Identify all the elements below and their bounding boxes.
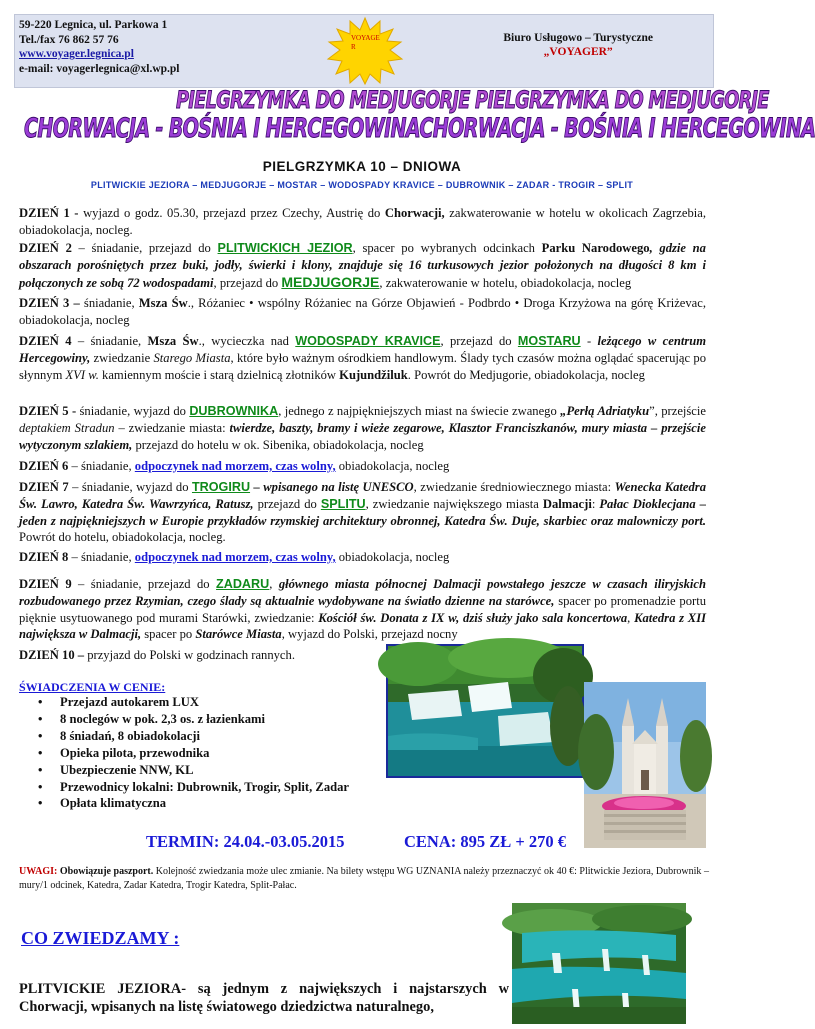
day-text: Parku Narodowego [541, 241, 650, 255]
free-time-link[interactable]: odpoczynek nad morzem, czas wolny, [134, 459, 336, 473]
day-1 [19, 205, 706, 239]
day-label: DZIEŃ 4 [19, 334, 72, 348]
notes-passport: Obowiązuje paszport. [57, 866, 154, 877]
day-3 [19, 295, 706, 329]
lakes-photo [512, 903, 686, 1024]
service-text: 8 noclegów w pok. 2,3 os. z łazienkami [60, 711, 265, 726]
service-text: 8 śniadań, 8 obiadokolacji [60, 728, 200, 743]
trip-subtitle: PIELGRZYMKA 10 – DNIOWA [262, 159, 462, 174]
service-text: Ubezpieczenie NNW, KL [60, 762, 194, 777]
day-text: - [580, 334, 598, 348]
day-text: Wenecka Katedra Św. Lawro, Katedra Św. Wawrzyńca, Ratusz, [19, 480, 706, 511]
day-2 [19, 240, 706, 291]
day-text: – śniadanie, [71, 334, 148, 348]
day-text: Pałac Dioklecjana – jeden z najpiękniejszych w Europie przykładów rzymskiej architektury obronnej, Katedra Św. Duje, skarbiec oraz malowniczy port. [19, 496, 707, 528]
trip-price: CENA: 895 ZŁ + 270 € [404, 832, 567, 851]
day-label: DZIEŃ 10 – [19, 648, 85, 662]
day-text: przyjazd do Polski w godzinach rannych. [84, 648, 295, 662]
day-label: DZIEŃ 8 [19, 550, 69, 564]
day-text: – śniadanie, przejazd do [71, 577, 217, 591]
banner-line-1: PIELGRZYMKA DO MEDJUGORJE PIELGRZYMKA DO MEDJUGORJE [176, 86, 769, 114]
free-time-link[interactable]: odpoczynek nad morzem, czas wolny, [134, 550, 336, 564]
list-item [38, 795, 349, 812]
bullet-icon: • [38, 745, 43, 760]
notes-label: UWAGI: [19, 866, 58, 877]
plitvice-link[interactable]: PLITWICKICH JEZIOR [217, 241, 353, 255]
day-text: , [627, 610, 635, 625]
list-item [38, 711, 349, 728]
day-text: – śniadanie, przejazd do [71, 241, 218, 255]
day-text: ., wycieczka nad [198, 334, 296, 348]
day-label: DZIEŃ 5 - [19, 404, 77, 418]
day-text: Kościół św. Donata z IX w, dziś służy jako sala koncertowa [318, 610, 628, 625]
logo-text: VOYAGE R [351, 34, 380, 51]
day-text: Msza Św [147, 334, 199, 348]
day-text: zakwaterowanie w hotelu w okolicach Zagrzebia, obiadokolacja, nocleg. [19, 206, 706, 237]
day-text: XVI w. [65, 367, 99, 382]
zadar-link[interactable]: ZADARU [216, 577, 270, 591]
day-label: DZIEŃ 7 [19, 480, 69, 494]
list-item [38, 728, 349, 745]
day-text: leżącego w centrum Hercegowiny, [19, 334, 707, 365]
service-text: Opłata klimatyczna [60, 796, 166, 811]
day-text: Powrót do hotelu, obiadokolacja, nocleg. [19, 530, 226, 545]
bullet-icon: • [38, 711, 43, 726]
contact-block [19, 18, 180, 76]
bullet-icon: • [38, 728, 43, 743]
day-label: DZIEŃ 3 – [19, 296, 80, 310]
bullet-icon: • [38, 796, 43, 811]
day-text: obiadokolacja, nocleg [335, 459, 450, 473]
day-text: , wyjazd do Polski, przejazd nocny [281, 627, 458, 642]
day-text: , [269, 577, 279, 591]
day-10 [19, 647, 389, 664]
trip-route: PLITWICKIE JEZIORA – MEDJUGORJE – MOSTAR – WODOSPADY KRAVICE – DUBROWNIK – ZADAR - TROGIR – SPLIT [90, 180, 634, 190]
day-text: Chorwacji, [384, 206, 445, 220]
day-9 [19, 576, 706, 643]
day-text: kamiennym moście i starą dzielnicą złotników [98, 367, 340, 382]
services-list [38, 694, 349, 812]
day-text: : [591, 496, 600, 511]
list-item [38, 745, 349, 762]
day-text: – śniadanie, [68, 550, 135, 564]
bullet-icon: • [38, 762, 43, 777]
medjugorje-link[interactable]: MEDJUGORJE [281, 273, 380, 290]
banner-line-2: CHORWACJA - BOŚNIA I HERCEGOWINACHORWACJA - BOŚNIA I HERCEGOWINA [24, 113, 815, 144]
day-text: – śniadanie, wyjazd do [68, 480, 192, 494]
day-4 [19, 333, 706, 383]
day-text: spacer po promenadzie portu pięknie usytuowanego pod murami Starówki, zwiedzanie: [19, 593, 706, 625]
list-item [38, 779, 349, 796]
agency-block [503, 31, 653, 59]
day-text: śniadanie, wyjazd do [76, 404, 190, 418]
list-item [38, 694, 349, 711]
trip-dates: TERMIN: 24.04.-03.05.2015 [146, 832, 345, 851]
day-text: przejazd do hotelu w ok. Sibenika, obiadokolacja, nocleg [132, 437, 424, 452]
day-text: , zakwaterowanie w hotelu, obiadokolacja, nocleg [379, 275, 632, 290]
service-text: Przewodnicy lokalni: Dubrownik, Trogir, Split, Zadar [60, 779, 350, 794]
day-text: , przejazd do [440, 334, 518, 348]
day-text: ., Różaniec • wspólny Różaniec na Górze Objawień - Podbrdo • Droga Krzyżowa na górę Kriżevac, obiadokolacja, nocleg [19, 296, 706, 327]
day-text: , spacer po wybranych odcinkach [352, 241, 542, 255]
day-text: – śniadanie, [68, 459, 135, 473]
day-text: Katedra z XII największa w Dalmacji, [19, 610, 707, 642]
mostar-link[interactable]: MOSTARU [517, 334, 581, 348]
day-text: Kujundžiluk [339, 367, 408, 382]
header-box [14, 14, 714, 88]
email: e-mail: voyagerlegnica@xl.wp.pl [19, 62, 180, 75]
day-text: śniadanie, [79, 296, 139, 310]
day-label: DZIEŃ 6 [19, 459, 69, 473]
bullet-icon: • [38, 695, 43, 709]
day-5 [19, 403, 706, 453]
day-text: twierdze, baszty, bramy i wieże zegarowe, Klasztor Franciszkanów, mury miasta – przejście wytyczonym szlakiem, [19, 420, 706, 452]
day-8 [19, 549, 706, 566]
section-heading: CO ZWIEDZAMY : [21, 928, 180, 948]
phone: Tel./fax 76 862 57 76 [19, 33, 119, 46]
service-text: Opieka pilota, przewodnika [60, 745, 210, 760]
day-text: – zwiedzanie miasta: [114, 420, 230, 435]
day-label: DZIEŃ 9 [19, 577, 72, 591]
agency-name: „VOYAGER” [543, 46, 613, 58]
day-text: – wpisanego na listę UNESCO [250, 480, 414, 494]
day-text: Msza Św [138, 296, 188, 310]
day-text: , zwiedzanie największego miasta [365, 496, 543, 511]
day-text: Dalmacji [542, 496, 592, 511]
services-title: ŚWIADCZENIA W CENIE: [19, 680, 166, 694]
kravice-link[interactable]: WODOSPADY KRAVICE [295, 334, 441, 348]
day-text: wyjazd o godz. 05.30, przejazd przez Czechy, Austrię do [78, 206, 385, 220]
day-text: deptakiem Stradun [19, 420, 115, 435]
day-text: Starówce Miasta [195, 627, 282, 642]
waterfall-photo [386, 644, 584, 778]
day-text: zwiedzanie [90, 350, 154, 365]
agency-type: Biuro Usługowo – Turystyczne [503, 32, 653, 44]
day-text: przejazd do [253, 496, 321, 511]
voyager-logo [325, 17, 405, 85]
bullet-icon: • [38, 779, 43, 794]
dubrovnik-link[interactable]: DUBROWNIKA [189, 404, 279, 418]
day-text: . Powrót do Medjugorie, obiadokolacja, nocleg [407, 367, 645, 382]
trogir-link[interactable]: TROGIRU [191, 480, 251, 494]
day-text: , zwiedzanie średniowiecznego miasta: [413, 480, 615, 494]
church-photo [584, 682, 706, 848]
day-text: spacer po [141, 627, 196, 642]
day-text: , przejazd do [213, 275, 282, 290]
day-text: „Perłą Adriatyku [560, 404, 650, 418]
day-6 [19, 458, 706, 475]
day-7 [19, 479, 706, 546]
day-text: , gdzie na obszarach porośniętych przez buki, jodły, świerki i klony, znajduje się 16 turkusowych jezior położonych na długości 8 km i połączonych ze sobą 72 wodospadami [19, 241, 706, 290]
day-text: ”, przejście [649, 404, 706, 418]
service-text: Przejazd autokarem LUX [60, 695, 199, 709]
list-item [38, 762, 349, 779]
day-text: Starego Miasta [153, 350, 231, 365]
website-link[interactable]: www.voyager.legnica.pl [19, 48, 134, 60]
day-text: , jednego z najpiękniejszych miast na świecie zwanego [278, 404, 561, 418]
day-text: , które było ważnym ośrodkiem handlowym. Ślady tych czasów można oglądać spacerując po słynnym [19, 350, 707, 382]
day-text: obiadokolacja, nocleg [335, 550, 450, 564]
day-text: głównego miasta północnej Dalmacji powstałego jeszcze w czasach iliryjskich rozbudowanego przez Rzymian, czego ślady są aktualnie wydobywane na światło dzienne na starówce, [19, 577, 706, 608]
day-label: DZIEŃ 1 - [19, 206, 79, 220]
split-link[interactable]: SPLITU [320, 496, 366, 511]
plitvice-description: PLITVICKIE JEZIORA- są jednym z największych i najstarszych w Chorwacji, wpisanych na listę światowego dziedzictwa naturalnego, [19, 981, 509, 1015]
address: 59-220 Legnica, ul. Parkowa 1 [19, 19, 168, 31]
day-label: DZIEŃ 2 [19, 241, 72, 255]
notes-text: Kolejność zwiedzania może ulec zmianie. Na bilety wstępu WG UZNANIA należy przeznaczyć ok 40 €: Plitwickie Jeziora, Dubrownik – mury/1 odcinek, Katedra, Zadar Katedra, Trogir Katedra, Split-Pałac. [19, 866, 709, 891]
notes [19, 865, 709, 893]
